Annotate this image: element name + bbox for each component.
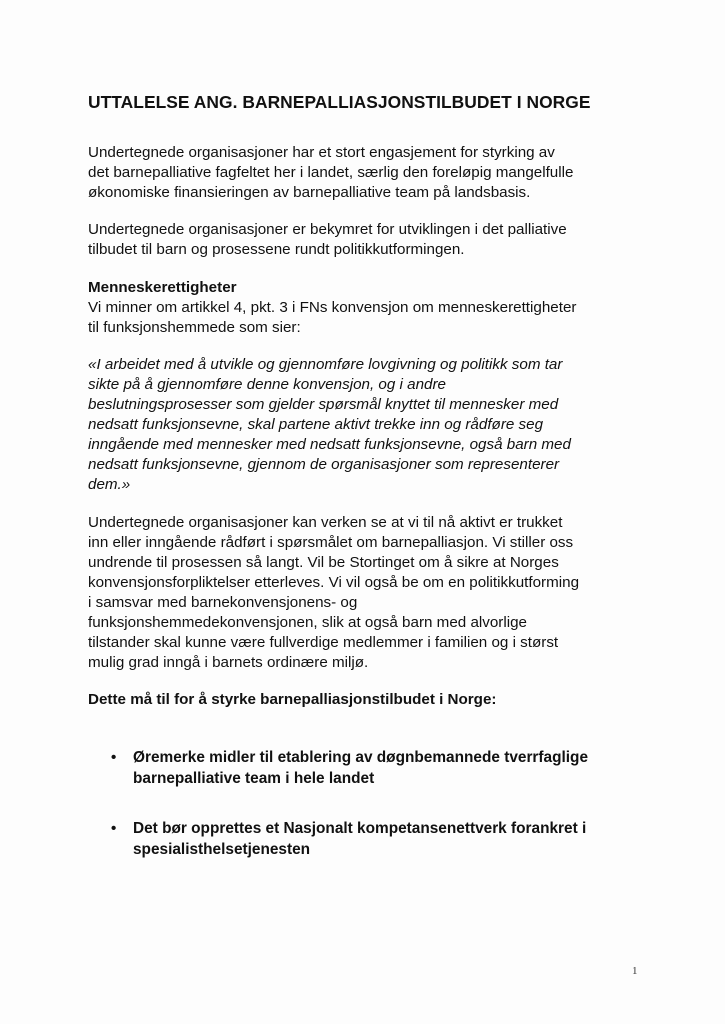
text-line: Undertegnede organisasjoner har et stort engasjement for styrking av	[88, 144, 555, 161]
text-line: funksjonshemmedekonvensjonen, slik at også barn med alvorlige	[88, 614, 527, 631]
text-line: tilbudet til barn og prosessene rundt politikkutformingen.	[88, 241, 465, 258]
quote-line: «I arbeidet med å utvikle og gjennomføre lovgivning og politikk som tar	[88, 356, 563, 373]
text-line: Undertegnede organisasjoner er bekymret for utviklingen i det palliative	[88, 221, 567, 238]
quote-line: beslutningsprosesser som gjelder spørsmål knyttet til mennesker med	[88, 396, 559, 413]
text-line: Undertegnede organisasjoner kan verken se at vi til nå aktivt er trukket	[88, 514, 563, 531]
text-line: inn eller inngående rådført i spørsmålet om barnepalliasjon. Vi stiller oss	[88, 534, 574, 551]
bullet-text: barnepalliative team i hele landet	[133, 770, 375, 787]
bullet-icon: •	[111, 820, 117, 837]
page-number: 1	[632, 965, 638, 977]
text-line: økonomiske finansieringen av barnepalliative team på landsbasis.	[88, 184, 531, 201]
text-line: konvensjonsforpliktelser etterleves. Vi vil også be om en politikkutforming	[88, 574, 580, 591]
bullet-text: spesialisthelsetjenesten	[133, 841, 311, 858]
quote-line: dem.»	[88, 476, 131, 493]
quote-line: nedsatt funksjonsevne, gjennom de organisasjoner som representerer	[88, 456, 560, 473]
text-line: til funksjonshemmede som sier:	[88, 319, 301, 336]
text-line: tilstander skal kunne være fullverdige medlemmer i familien og i størst	[88, 634, 559, 651]
text-line: Vi minner om artikkel 4, pkt. 3 i FNs konvensjon om menneskerettigheter	[88, 299, 577, 316]
bullet-icon: •	[111, 749, 117, 766]
bullet-text: Det bør opprettes et Nasjonalt kompetansenettverk forankret i	[133, 820, 587, 837]
quote-line: sikte på å gjennomføre denne konvensjon, og i andre	[88, 376, 446, 393]
text-line: undrende til prosessen så langt. Vil be Stortinget om å sikre at Norges	[88, 554, 559, 571]
text-line: mulig grad inngå i barnets ordinære miljø.	[88, 654, 369, 671]
text-line: det barnepalliative fagfeltet her i landet, særlig den foreløpig mangelfulle	[88, 164, 574, 181]
quote-line: inngående med mennesker med nedsatt funksjonsevne, også barn med	[88, 436, 571, 453]
bullet-text: Øremerke midler til etablering av døgnbemannede tverrfaglige	[133, 749, 589, 766]
document-title: UTTALELSE ANG. BARNEPALLIASJONSTILBUDET I NORGE	[88, 92, 591, 112]
text-line: i samsvar med barnekonvensjonens- og	[88, 594, 358, 611]
quote-line: nedsatt funksjonsevne, skal partene aktivt trekke inn og rådføre seg	[88, 416, 544, 433]
section-heading: Menneskerettigheter	[88, 279, 237, 296]
list-heading: Dette må til for å styrke barnepalliasjonstilbudet i Norge:	[88, 691, 497, 708]
